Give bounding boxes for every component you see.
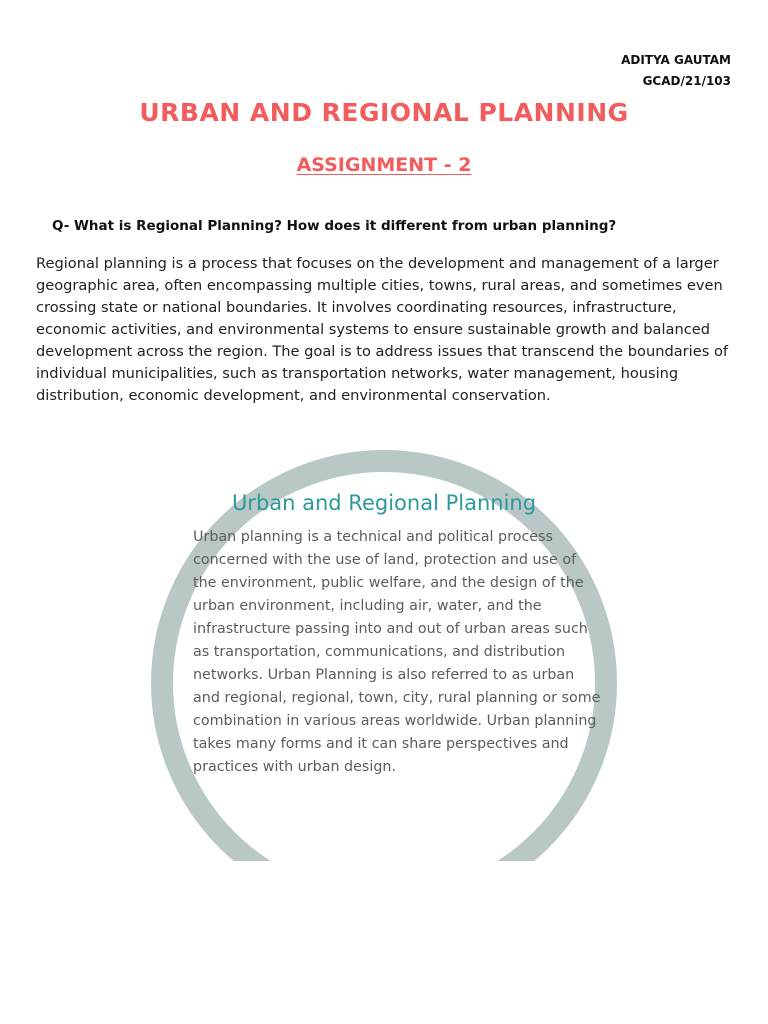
figure-body-text: Urban planning is a technical and political process concerned with the use of land, protection and use of the environment, public welfare, and the design of the urban environment, including air, water, and the infrastructure passing into and out of urban areas such as transportation, communications, and distribution networks. Urban Planning is also referred to as urban and regional, regional, town, city, rural planning or some combination in various areas worldwide. Urban planning takes many forms and it can share perspectives and practices with urban design.: [193, 529, 601, 775]
figure-title: Urban and Regional Planning: [231, 491, 537, 515]
answer-paragraph: Regional planning is a process that focuses on the development and management of a larger geographic area, often encompassing multiple cities, towns, rural areas, and sometimes even crossing state or national boundaries. It involves coordinating resources, infrastructure, economic activities, and environmental systems to ensure sustainable growth and balanced development across the region. The goal is to address issues that transcend the boundaries of individual municipalities, such as transportation networks, water management, housing distribution, economic development, and environmental conservation.: [36, 255, 729, 404]
page-title: URBAN AND REGIONAL PLANNING: [139, 98, 629, 127]
assignment-subtitle: ASSIGNMENT - 2: [296, 154, 472, 176]
author-id: GCAD/21/103: [642, 74, 731, 88]
author-block: [621, 50, 731, 92]
author-name: ADITYA GAUTAM: [621, 53, 731, 67]
question-text: Q- What is Regional Planning? How does it different from urban planning?: [52, 218, 617, 234]
urban-planning-figure: [151, 443, 617, 861]
